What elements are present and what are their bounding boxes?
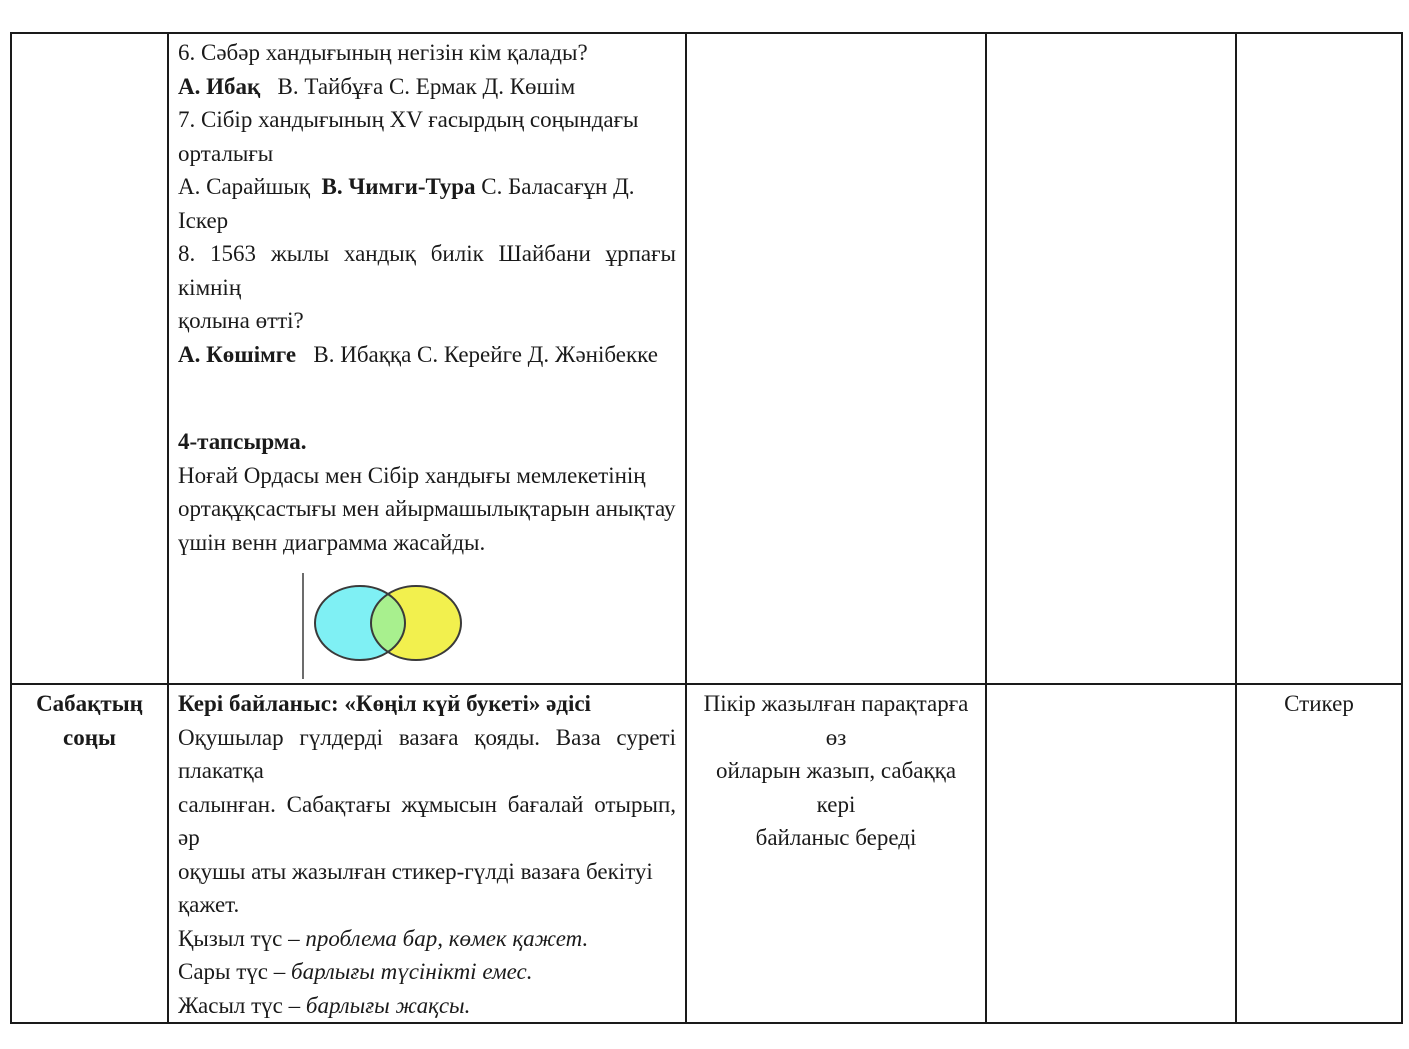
q7-options (178, 170, 676, 237)
stage-label-line1: Сабақтың (36, 691, 143, 716)
lesson-plan-table (10, 32, 1403, 1024)
q8-other-options: В. Ибаққа С. Керейге Д. Жәнібекке (313, 341, 658, 367)
table-row (11, 684, 1402, 1023)
red-label: Қызыл түс – (178, 925, 306, 951)
q6-question: 6. Сәбәр хандығының негізін кім қалады? (178, 40, 588, 65)
student-activity-line1: Пікір жазылған парақтарға өз (703, 691, 969, 750)
q8-question-line2: қолына өтті? (178, 308, 304, 333)
spacer (178, 371, 676, 425)
q7-question-line2: орталығы (178, 140, 274, 166)
student-activity-line3: байланыс береді (755, 825, 917, 850)
q7-option-a: А. Сарайшық (178, 174, 311, 199)
student-activity-cell (686, 684, 986, 1023)
q8-answer: А. Көшімге (178, 341, 297, 367)
venn-diagram (302, 573, 472, 683)
assessment-cell-empty (986, 684, 1236, 1023)
yellow-meaning: барлығы түсінікті емес. (291, 959, 533, 984)
activity-cell (168, 684, 686, 1023)
task4-line3: үшін венн диаграмма жасайды. (178, 529, 486, 555)
q7-question-line1: 7. Сібір хандығының XV ғасырдың соңындағы (178, 107, 639, 132)
stage-label-line2: соңы (63, 724, 116, 750)
table-row (11, 33, 1402, 684)
feedback-desc-line4: қажет. (178, 892, 240, 917)
green-label: Жасыл түс – (178, 992, 306, 1018)
q6-answer: А. Ибақ (178, 73, 261, 99)
q6-options (178, 70, 676, 104)
resource-cell (1236, 684, 1402, 1023)
green-color-meaning (178, 989, 676, 1023)
task4-line2: ортақұқсастығы мен айырмашылықтарын анықтау (178, 496, 676, 521)
resource-label: Стикер (1284, 691, 1354, 716)
red-meaning: проблема бар, көмек қажет. (305, 925, 589, 951)
green-meaning: барлығы жақсы. (305, 992, 471, 1018)
assessment-cell-empty (986, 33, 1236, 684)
task4-line1: Ноғай Ордасы мен Сібір хандығы мемлекетінің (178, 462, 646, 488)
yellow-color-meaning (178, 955, 676, 989)
feedback-desc-line1: Оқушылар гүлдерді вазаға қояды. Ваза суреті плакатқа (178, 724, 676, 783)
red-color-meaning (178, 922, 676, 956)
q7-other-options: С. Баласағұн Д. Іскер (178, 174, 635, 233)
student-activity-line2: ойларын жазып, сабаққа кері (715, 758, 957, 817)
stage-cell-empty (11, 33, 168, 684)
resource-cell-empty (1236, 33, 1402, 684)
feedback-desc-line2: салынған. Сабақтағы жұмысын бағалай отырып, әр (178, 791, 676, 850)
task4-title: 4-тапсырма. (178, 429, 307, 454)
activity-cell (168, 33, 686, 684)
student-cell-empty (686, 33, 986, 684)
q6-other-options: В. Тайбұға С. Ермак Д. Көшім (277, 73, 576, 99)
feedback-desc-line3: оқушы аты жазылған стикер-гүлді вазаға бекітуі (178, 858, 653, 884)
yellow-label: Сары түс – (178, 959, 292, 984)
q7-answer: В. Чимги-Тура (321, 174, 476, 199)
q8-question-line1: 8. 1563 жылы хандық билік Шайбани ұрпағы кімнің (178, 241, 676, 300)
q8-options (178, 338, 676, 372)
feedback-title: Кері байланыс: «Көңіл күй букеті» әдісі (178, 691, 591, 716)
stage-cell (11, 684, 168, 1023)
